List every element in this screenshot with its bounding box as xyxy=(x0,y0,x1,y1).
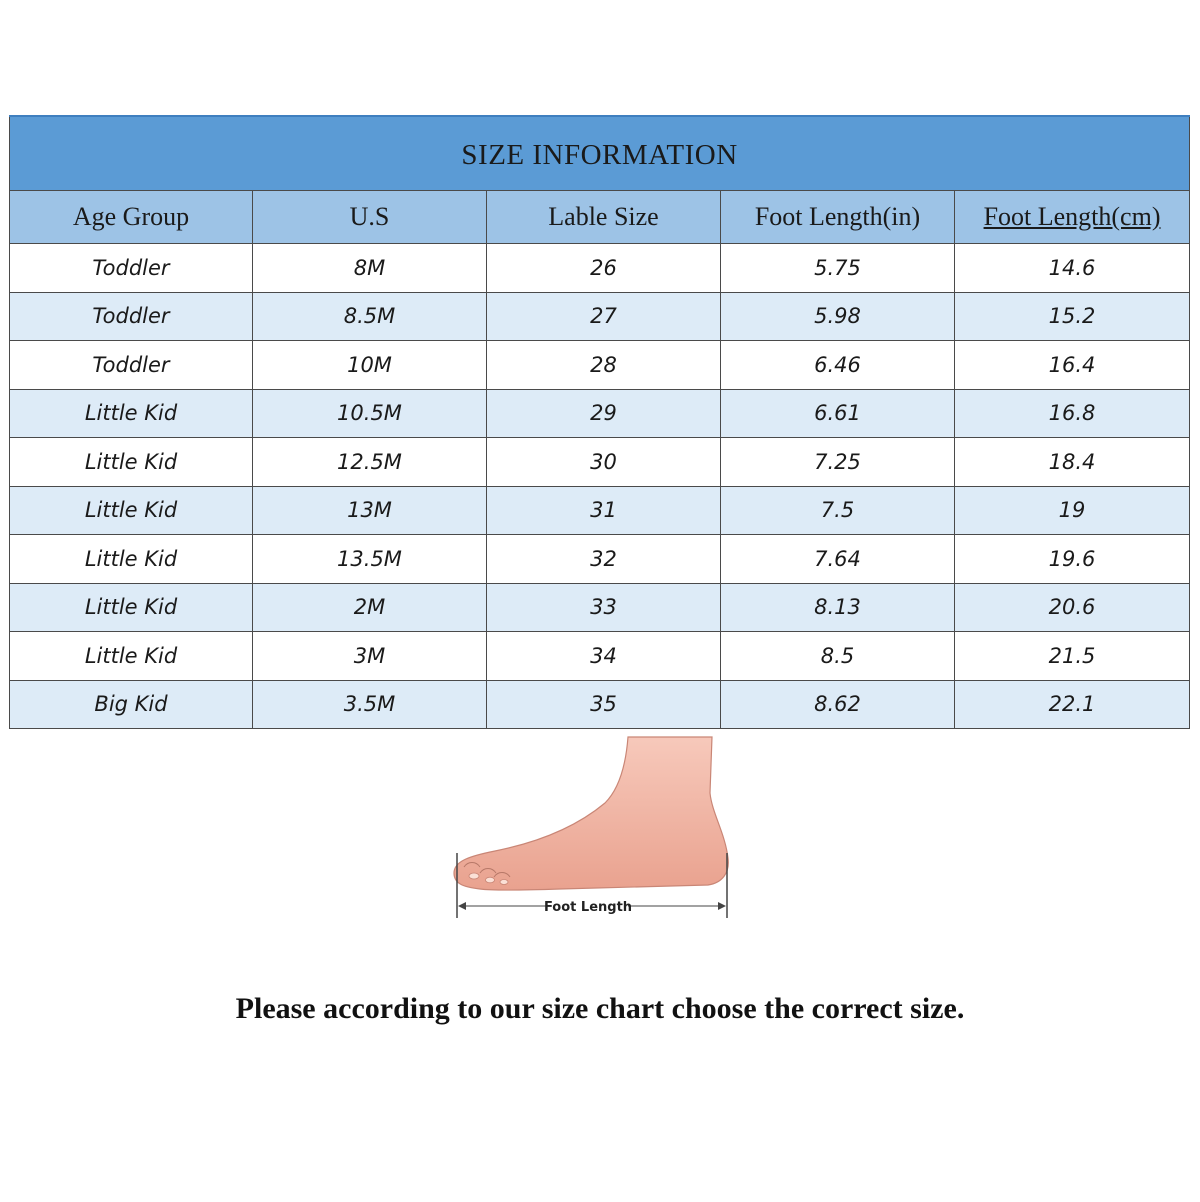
foot-length-in-cell: 8.62 xyxy=(721,680,955,729)
table-row xyxy=(10,535,1190,584)
label-size-cell: 30 xyxy=(487,438,721,487)
table-row xyxy=(10,244,1190,293)
age-group-cell: Little Kid xyxy=(10,389,253,438)
table-row xyxy=(10,680,1190,729)
us-size-cell: 2M xyxy=(253,583,487,632)
table-header-row xyxy=(10,191,1190,244)
label-size-cell: 34 xyxy=(487,632,721,681)
foot-length-cm-cell: 19.6 xyxy=(955,535,1190,584)
label-size-cell: 26 xyxy=(487,244,721,293)
table-row xyxy=(10,438,1190,487)
table-row xyxy=(10,389,1190,438)
foot-length-in-cell: 5.75 xyxy=(721,244,955,293)
foot-shape xyxy=(454,737,728,890)
foot-length-cm-cell: 18.4 xyxy=(955,438,1190,487)
us-size-cell: 13.5M xyxy=(253,535,487,584)
us-size-cell: 8.5M xyxy=(253,292,487,341)
foot-length-cm-cell: 22.1 xyxy=(955,680,1190,729)
age-group-cell: Little Kid xyxy=(10,632,253,681)
foot-measurement-icon xyxy=(440,733,740,923)
label-size-cell: 32 xyxy=(487,535,721,584)
us-size-cell: 10.5M xyxy=(253,389,487,438)
age-group-cell: Toddler xyxy=(10,341,253,390)
foot-length-cm-cell: 16.4 xyxy=(955,341,1190,390)
age-group-cell: Little Kid xyxy=(10,583,253,632)
foot-length-in-cell: 7.25 xyxy=(721,438,955,487)
foot-length-cm-cell: 15.2 xyxy=(955,292,1190,341)
foot-length-cm-cell: 14.6 xyxy=(955,244,1190,293)
header-foot-length-cm: Foot Length(cm) xyxy=(955,191,1190,244)
table-row xyxy=(10,341,1190,390)
foot-length-cm-cell: 20.6 xyxy=(955,583,1190,632)
size-rows xyxy=(10,244,1190,729)
header-foot-length-in: Foot Length(in) xyxy=(721,191,955,244)
foot-length-cm-cell: 21.5 xyxy=(955,632,1190,681)
label-size-cell: 27 xyxy=(487,292,721,341)
header-age-group: Age Group xyxy=(10,191,253,244)
table-row xyxy=(10,292,1190,341)
footer-note: Please according to our size chart choose the correct size. xyxy=(235,992,965,1025)
age-group-cell: Toddler xyxy=(10,244,253,293)
header-label-size: Lable Size xyxy=(487,191,721,244)
foot-length-in-cell: 6.46 xyxy=(721,341,955,390)
us-size-cell: 13M xyxy=(253,486,487,535)
size-table xyxy=(9,115,1190,729)
label-size-cell: 35 xyxy=(487,680,721,729)
age-group-cell: Little Kid xyxy=(10,535,253,584)
foot-length-cm-cell: 16.8 xyxy=(955,389,1190,438)
us-size-cell: 8M xyxy=(253,244,487,293)
foot-length-in-cell: 7.64 xyxy=(721,535,955,584)
us-size-cell: 3M xyxy=(253,632,487,681)
table-title: SIZE INFORMATION xyxy=(10,116,1190,191)
foot-length-in-cell: 5.98 xyxy=(721,292,955,341)
foot-length-in-cell: 8.5 xyxy=(721,632,955,681)
label-size-cell: 31 xyxy=(487,486,721,535)
age-group-cell: Little Kid xyxy=(10,438,253,487)
label-size-cell: 28 xyxy=(487,341,721,390)
foot-length-in-cell: 7.5 xyxy=(721,486,955,535)
header-us-size: U.S xyxy=(253,191,487,244)
us-size-cell: 12.5M xyxy=(253,438,487,487)
foot-length-in-cell: 6.61 xyxy=(721,389,955,438)
age-group-cell: Toddler xyxy=(10,292,253,341)
us-size-cell: 3.5M xyxy=(253,680,487,729)
table-row xyxy=(10,632,1190,681)
us-size-cell: 10M xyxy=(253,341,487,390)
table-title-row xyxy=(10,116,1190,191)
table-row xyxy=(10,583,1190,632)
label-size-cell: 29 xyxy=(487,389,721,438)
table-row xyxy=(10,486,1190,535)
age-group-cell: Big Kid xyxy=(10,680,253,729)
foot-length-cm-cell: 19 xyxy=(955,486,1190,535)
foot-length-label: Foot Length xyxy=(543,900,633,915)
age-group-cell: Little Kid xyxy=(10,486,253,535)
foot-length-in-cell: 8.13 xyxy=(721,583,955,632)
label-size-cell: 33 xyxy=(487,583,721,632)
